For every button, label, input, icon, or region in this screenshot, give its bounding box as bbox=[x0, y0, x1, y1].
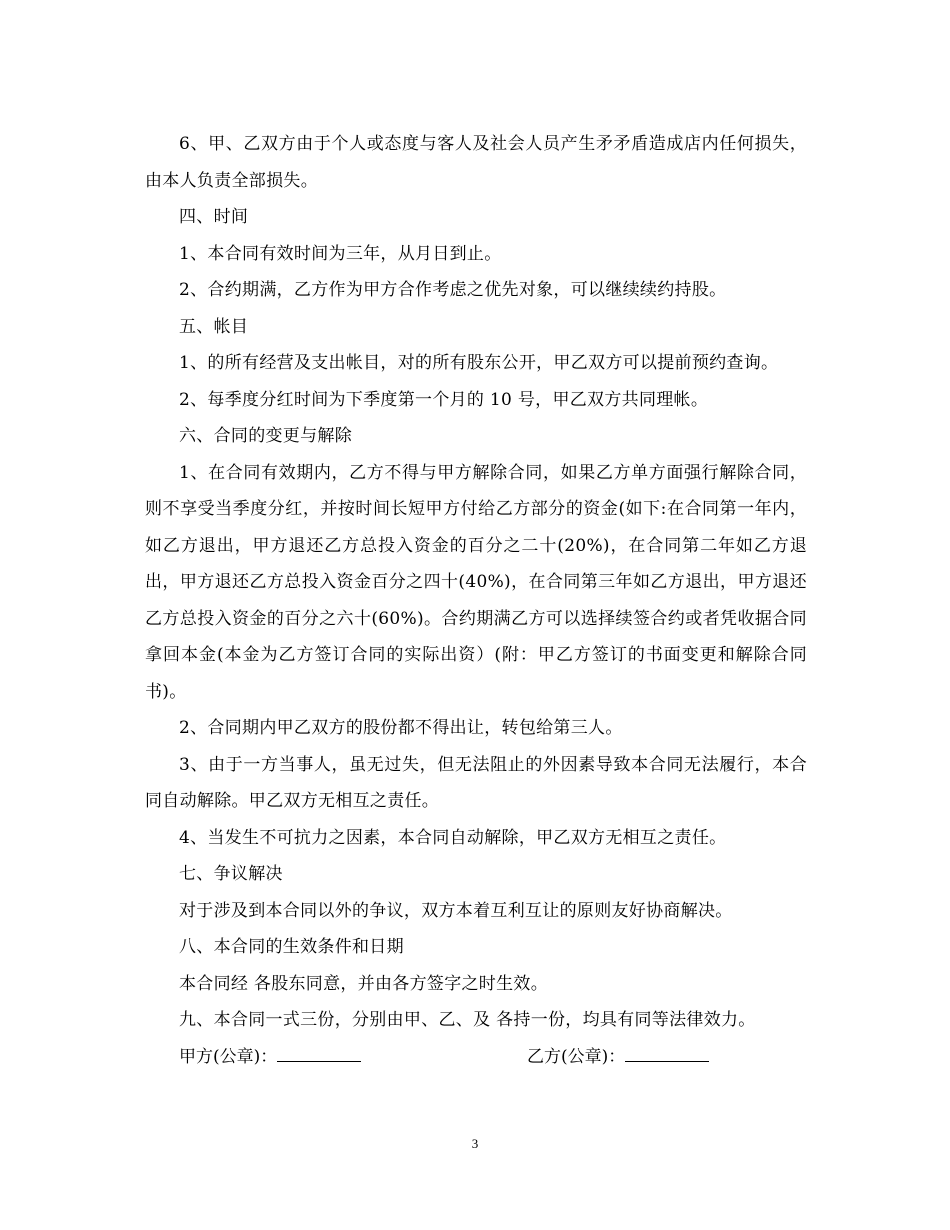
paragraph: 1、的所有经营及支出帐目，对的所有股东公开，甲乙双方可以提前预约查询。 bbox=[179, 353, 779, 373]
paragraph: 2、合约期满，乙方作为甲方合作考虑之优先对象，可以继续续约持股。 bbox=[179, 280, 727, 300]
paragraph: 1、在合同有效期内，乙方不得与甲方解除合同，如果乙方单方面强行解除合同，则不享受当季度分红，并按时间长短甲方付给乙方部分的资金(如下:在合同第一年内，如乙方退出，甲方退还乙方总投入资金的百分之二十(20%)，在合同第二年如乙方退出，甲方退还乙方总投入资金百分之四十(40%)，在合同第三年如乙方退出，甲方退还乙方总投入资金的百分之六十(60%)。合约期满乙方可以选择续签合约或者凭收据合同拿回本金(本金为乙方签订合同的实际出资）(附：甲乙方签订的书面变更和解除合同书)。 bbox=[145, 462, 807, 702]
section-heading: 四、时间 bbox=[179, 207, 249, 227]
paragraph: 2、合同期内甲乙双方的股份都不得出让，转包给第三人。 bbox=[179, 718, 623, 738]
section-heading: 五、帐目 bbox=[179, 316, 249, 337]
paragraph: 九、本合同一式三份，分别由甲、乙、及 各持一份，均具有同等法律效力。 bbox=[179, 1010, 756, 1030]
paragraph: 对于涉及到本合同以外的争议，双方本着互利互让的原则友好协商解决。 bbox=[179, 900, 733, 921]
party-b-signature bbox=[527, 1039, 709, 1076]
signature-row bbox=[145, 1039, 807, 1076]
paragraph: 本合同经 各股东同意，并由各方签字之时生效。 bbox=[179, 973, 549, 994]
party-b-label: 乙方(公章)： bbox=[527, 1046, 626, 1067]
paragraph: 3、由于一方当事人，虽无过失，但无法阻止的外因素导致本合同无法履行，本合同自动解除。甲乙双方无相互之责任。 bbox=[145, 754, 807, 811]
paragraph: 2、每季度分红时间为下季度第一个月的 10 号，甲乙双方共同理帐。 bbox=[179, 389, 709, 410]
paragraph: 4、当发生不可抗力之因素，本合同自动解除，甲乙双方无相互之责任。 bbox=[179, 827, 727, 848]
section-heading: 六、合同的变更与解除 bbox=[179, 426, 352, 446]
section-heading: 八、本合同的生效条件和日期 bbox=[179, 937, 404, 957]
party-a-label: 甲方(公章)： bbox=[179, 1046, 278, 1067]
party-a-signature-line bbox=[277, 1039, 361, 1062]
page-number: 3 bbox=[471, 1136, 479, 1151]
section-heading: 七、争议解决 bbox=[179, 864, 283, 884]
party-b-signature-line bbox=[625, 1039, 709, 1062]
paragraph: 1、本合同有效时间为三年，从月日到止。 bbox=[179, 243, 502, 264]
contract-body bbox=[145, 126, 807, 1075]
party-a-signature bbox=[179, 1039, 361, 1076]
paragraph: 6、甲、乙双方由于个人或态度与客人及社会人员产生矛矛盾造成店内任何损失，由本人负责全部损失。 bbox=[145, 134, 807, 191]
